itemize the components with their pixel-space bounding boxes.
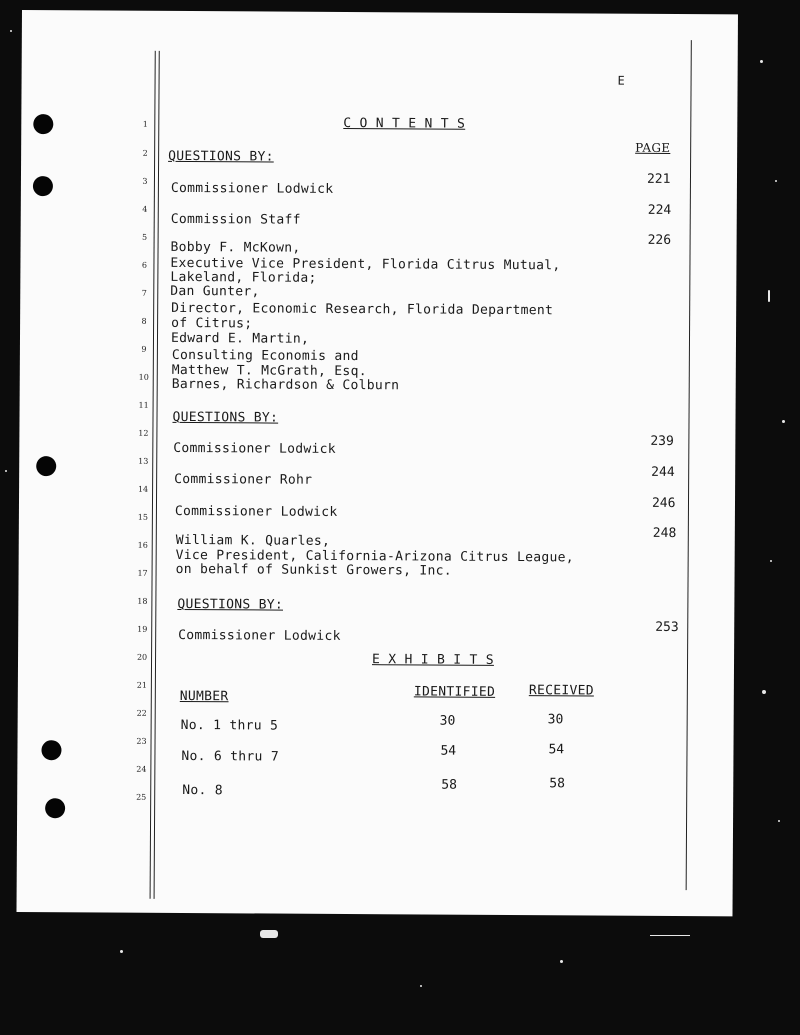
line-number: 20 [136, 652, 148, 662]
witness-line: William K. Quarles, [175, 532, 331, 549]
line-number: 6 [141, 260, 148, 270]
entry-page: 244 [651, 464, 675, 480]
witness-line: Lakeland, Florida; [170, 269, 317, 286]
binder-hole [36, 456, 56, 476]
entry-page: 253 [655, 619, 679, 636]
witness-line: Edward E. Martin, [170, 330, 310, 347]
line-number: 16 [137, 540, 148, 550]
witness-page: 248 [652, 525, 677, 542]
witness-line: Dan Gunter, [170, 283, 260, 300]
exhibits-col-number: NUMBER [179, 688, 229, 705]
corner-letter: E [617, 73, 626, 88]
exhibit-received: 58 [549, 776, 565, 792]
line-number: 1 [142, 119, 148, 129]
entry-label: Commissioner Lodwick [178, 627, 341, 644]
entry-label: Commission Staff [170, 211, 301, 228]
exhibit-received: 30 [547, 712, 564, 728]
witness-line: Matthew T. McGrath, Esq. [171, 362, 367, 380]
line-number: 8 [141, 316, 147, 326]
document-page [16, 10, 737, 916]
contents-title: C O N T E N T S [343, 115, 466, 132]
line-number: 5 [142, 232, 148, 242]
line-number: 25 [136, 792, 147, 802]
questions-by-heading: QUESTIONS BY: [172, 409, 279, 426]
line-number: 15 [137, 512, 149, 522]
binder-hole [45, 798, 65, 818]
line-number: 7 [141, 288, 147, 298]
entry-label: Commissioner Lodwick [170, 180, 334, 197]
right-margin-rule [686, 40, 692, 890]
entry-label: Commissioner Lodwick [173, 440, 336, 457]
witness-line: of Citrus; [171, 315, 253, 332]
line-number: 11 [138, 400, 149, 410]
exhibit-number: No. 1 thru 5 [180, 717, 279, 734]
line-number: 13 [138, 456, 149, 466]
witness-line: Director, Economic Research, Florida Department [171, 300, 554, 319]
witness-line: Vice President, California-Arizona Citrus League, [175, 547, 574, 566]
line-number: 22 [136, 708, 147, 718]
witness-line: on behalf of Sunkist Growers, Inc. [175, 561, 452, 579]
exhibits-col-received: RECEIVED [528, 683, 594, 699]
exhibits-title: E X H I B I T S [371, 652, 494, 668]
exhibit-received: 54 [548, 742, 565, 758]
entry-page: 239 [650, 433, 674, 449]
questions-by-heading: QUESTIONS BY: [177, 596, 284, 613]
exhibit-number: No. 6 thru 7 [181, 748, 280, 765]
binder-hole [41, 740, 61, 760]
witness-line: Bobby F. McKown, [170, 239, 301, 256]
line-number: 9 [141, 344, 147, 354]
exhibit-number: No. 8 [182, 782, 223, 799]
binder-hole [33, 114, 53, 134]
exhibits-col-identified: IDENTIFIED [413, 684, 496, 700]
exhibit-identified: 54 [440, 743, 457, 759]
line-number: 19 [137, 624, 148, 634]
entry-label: Commissioner Lodwick [174, 503, 338, 520]
line-number: 17 [137, 568, 148, 578]
questions-by-heading: QUESTIONS BY: [168, 148, 274, 165]
entry-page: 224 [647, 202, 672, 218]
witness-line: Executive Vice President, Florida Citrus Mutual, [170, 255, 561, 274]
witness-page: 226 [647, 232, 672, 248]
line-number: 2 [142, 148, 148, 158]
line-number: 4 [142, 204, 148, 214]
line-number: 14 [137, 484, 149, 494]
exhibit-identified: 30 [439, 713, 456, 729]
entry-page: 246 [651, 495, 676, 512]
line-number: 3 [142, 176, 148, 186]
entry-label: Commissioner Rohr [174, 471, 313, 488]
line-number: 10 [138, 372, 149, 382]
line-number: 12 [138, 428, 149, 438]
binder-hole [33, 176, 53, 196]
line-number: 24 [136, 764, 147, 774]
entry-page: 221 [646, 171, 671, 187]
line-number: 18 [137, 596, 148, 606]
witness-line: Barnes, Richardson & Colburn [171, 376, 400, 394]
exhibit-identified: 58 [441, 777, 457, 793]
page-column-header: PAGE [635, 140, 671, 155]
witness-line: Consulting Economis and [171, 347, 359, 365]
line-number: 23 [136, 736, 147, 746]
line-number: 21 [136, 680, 147, 690]
